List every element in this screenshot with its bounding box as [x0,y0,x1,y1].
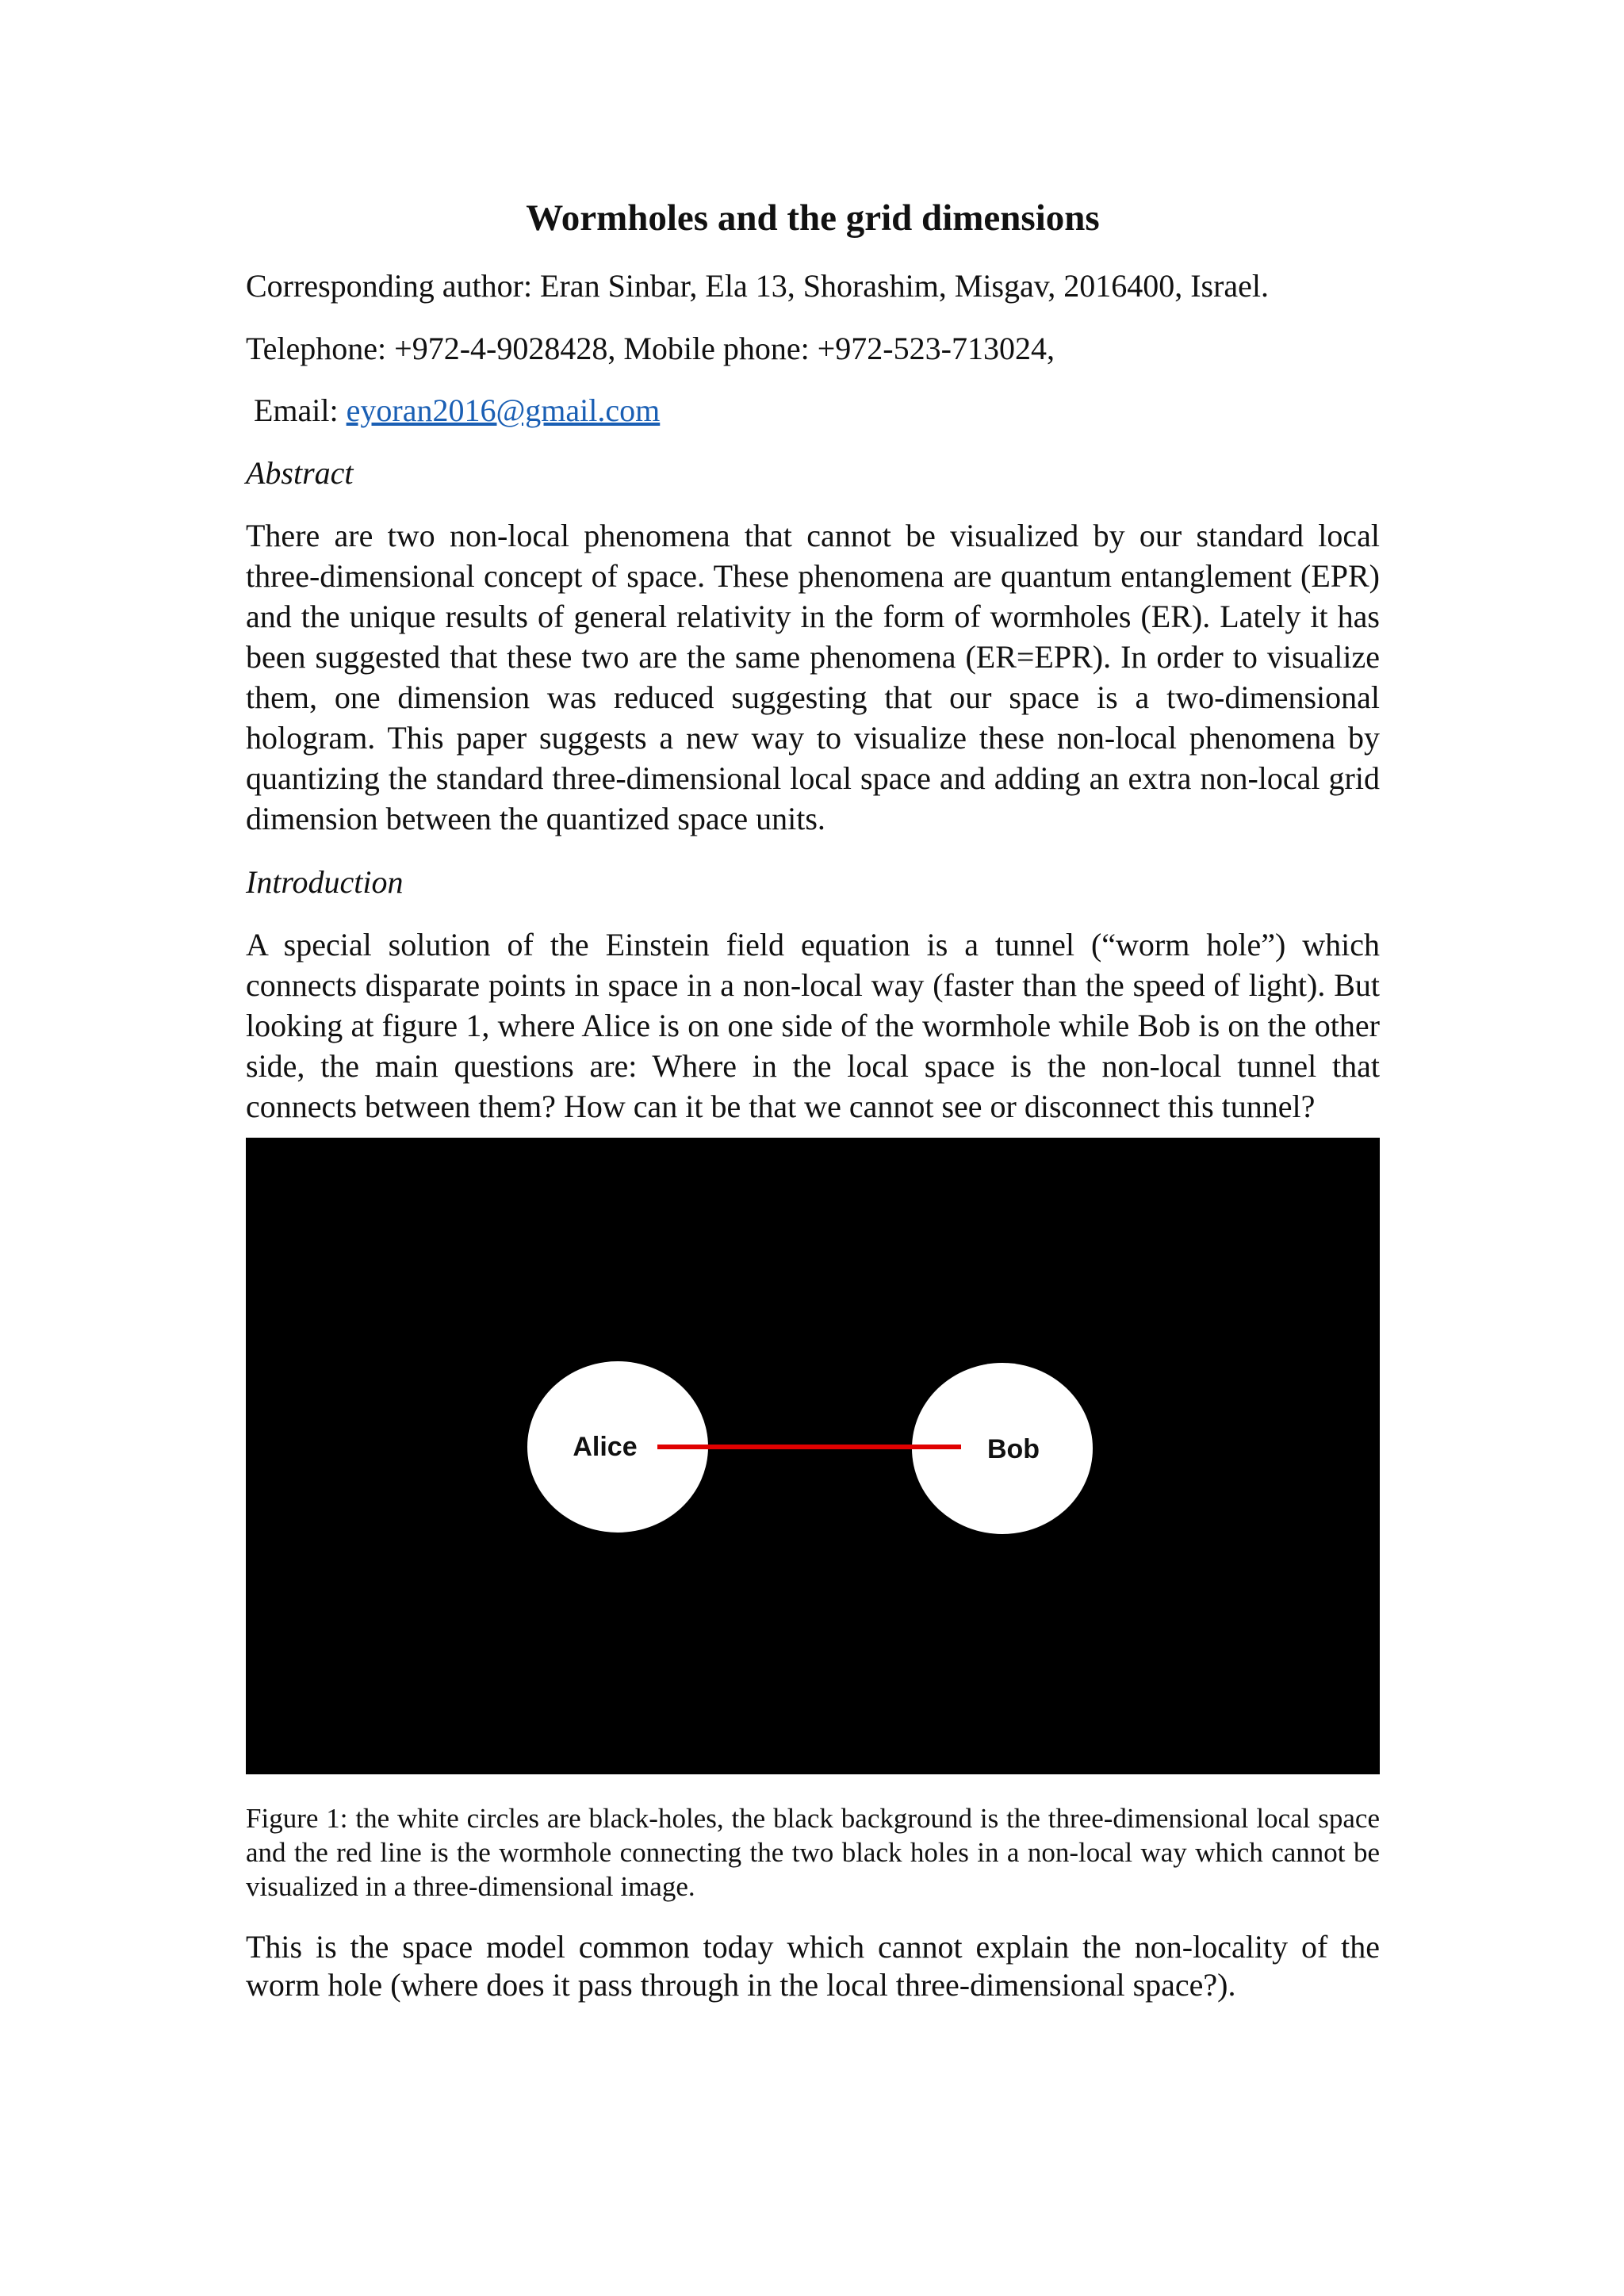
introduction-heading: Introduction [246,864,404,900]
abstract-heading: Abstract [246,455,354,491]
figure-1-caption: Figure 1: the white circles are black-holes, the black background is the three-dimensional local space and the red line is the wormhole connecting the two black holes in a non-local way which cannot be visualized in a three-dimensional image. [246,1803,1380,1902]
abstract-paragraph: There are two non-local phenomena that cannot be visualized by our standard local three-dimensional concept of space. These phenomena are quantum entanglement (EPR) and the unique results of general relativity in the form of wormholes (ER). Lately it has been suggested that these two are the same phenomena (ER=EPR). In order to visualize them, one dimension was reduced suggesting that our space is a two-dimensional hologram. This paper suggests a new way to visualize these non-local phenomena by quantizing the standard three-dimensional local space and adding an extra non-local grid dimension between the quantized space units. [246,518,1380,836]
figure-background [246,1138,1380,1774]
email-link[interactable]: eyoran2016@gmail.com [346,392,661,428]
figure-1 [246,1138,1380,1774]
phone-line: Telephone: +972-4-9028428, Mobile phone: +972-523-713024, [246,331,1055,366]
introduction-paragraph: A special solution of the Einstein field equation is a tunnel (“worm hole”) which connects disparate points in space in a non-local way (faster than the speed of light). But looking at figure 1, where Alice is on one side of the wormhole while Bob is on the other side, the main questions are: Where in the local space is the non-local tunnel that connects between them? How can it be that we cannot see or disconnect this tunnel? [246,927,1380,1124]
email-line [254,390,1388,431]
author-line: Corresponding author: Eran Sinbar, Ela 13, Shorashim, Misgav, 2016400, Israel. [246,268,1270,304]
email-label: Email: [254,392,347,428]
bob-label: Bob [986,1434,1040,1464]
figure-1-diagram [246,1138,1380,1774]
alice-label: Alice [573,1432,638,1462]
closing-paragraph: This is the space model common today which cannot explain the non-locality of the worm hole (where does it pass through in the local three-dimensional space?). [246,1929,1380,2003]
paper-title: Wormholes and the grid dimensions [526,197,1100,239]
